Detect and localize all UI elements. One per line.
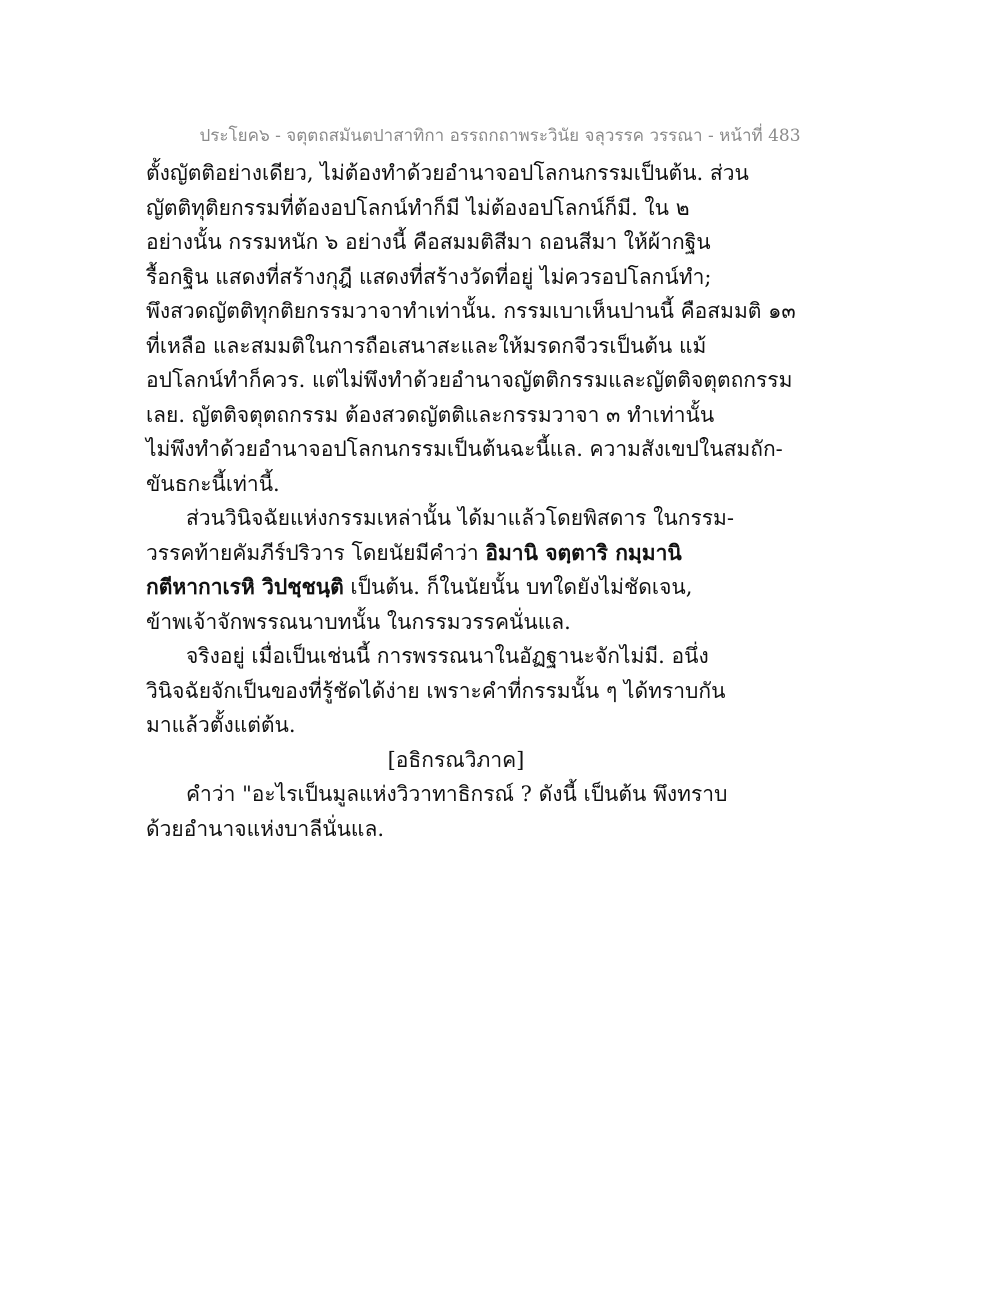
paragraph-1 <box>146 156 796 501</box>
text-line: พึงสวดญัตติทุกติยกรรมวาจาทำเท่านั้น. กรรมเบาเห็นปานนี้ คือสมมติ ๑๓ <box>146 299 796 323</box>
pali-term: อิมานิ จตฺตาริ กมฺมานิ <box>485 539 682 565</box>
body-text <box>146 156 796 846</box>
text-span: วรรคท้ายคัมภีร์ปริวาร โดยนัยมีคำว่า <box>146 540 486 565</box>
text-line: จริงอยู่ เมื่อเป็นเช่นนี้ การพรรณนาในอัฏฐานะจักไม่มี. อนึ่ง <box>186 644 709 668</box>
running-header: ประโยค๖ - จตุตถสมันตปาสาทิกา อรรถกถาพระวินัย จลุวรรค วรรณา - หน้าที่ 483 <box>199 126 801 146</box>
text-line: ไม่พึงทำด้วยอำนาจอปโลกนกรรมเป็นต้นฉะนี้แล. ความสังเขปในสมถัก- <box>146 437 783 461</box>
text-line: ข้าพเจ้าจักพรรณนาบทนั้น ในกรรมวรรคนั่นแล. <box>146 609 571 634</box>
text-line: ขันธกะนี้เท่านี้. <box>146 471 280 496</box>
text-line: เลย. ญัตติจตุตถกรรม ต้องสวดญัตติและกรรมวาจา ๓ ทำเท่านั้น <box>146 402 715 427</box>
section-heading: [อธิกรณวิภาค] <box>387 747 525 772</box>
text-line: มาแล้วตั้งแต่ต้น. <box>146 713 296 737</box>
paragraph-2 <box>146 501 746 639</box>
text-line: อปโลกน์ทำก็ควร. แต่ไม่พึงทำด้วยอำนาจญัตติกรรมและญัตติจตุตถกรรม <box>146 368 793 392</box>
text-line <box>146 570 746 605</box>
text-line: ตั้งญัตติอย่างเดียว, ไม่ต้องทำด้วยอำนาจอปโลกนกรรมเป็นต้น. ส่วน <box>146 161 749 185</box>
text-line: รื้อกฐิน แสดงที่สร้างกุฎี แสดงที่สร้างวัดที่อยู่ ไม่ควรอปโลกน์ทำ; <box>146 264 712 289</box>
pali-term: กตีหากาเรหิ วิปชฺชนฺติ <box>146 574 344 599</box>
text-line: วินิจฉัยจักเป็นของที่รู้ชัดได้ง่าย เพราะคำที่กรรมนั้น ๆ ได้ทราบกัน <box>146 678 726 703</box>
text-line: คำว่า "อะไรเป็นมูลแห่งวิวาทาธิกรณ์ ? ดังนี้ เป็นต้น พึงทราบ <box>186 782 728 806</box>
text-line: อย่างนั้น กรรมหนัก ๖ อย่างนี้ คือสมมติสีมา ถอนสีมา ให้ผ้ากฐิน <box>146 230 711 254</box>
text-line: ที่เหลือ และสมมติในการถือเสนาสะและให้มรดกจีวรเป็นต้น แม้ <box>146 333 707 358</box>
text-line: ส่วนวินิจฉัยแห่งกรรมเหล่านั้น ได้มาแล้วโดยพิสดาร ในกรรม- <box>186 506 734 530</box>
text-line: ด้วยอำนาจแห่งบาลีนั่นแล. <box>146 816 385 841</box>
paragraph-4 <box>146 777 746 846</box>
text-line: ญัตติทุติยกรรมที่ต้องอปโลกน์ทำก็มี ไม่ต้องอปโลกน์ก็มี. ใน ๒ <box>146 195 690 220</box>
text-line <box>146 536 746 571</box>
text-span: เป็นต้น. ก็ในนัยนั้น บทใดยังไม่ชัดเจน, <box>343 575 693 599</box>
paragraph-3 <box>146 639 746 743</box>
